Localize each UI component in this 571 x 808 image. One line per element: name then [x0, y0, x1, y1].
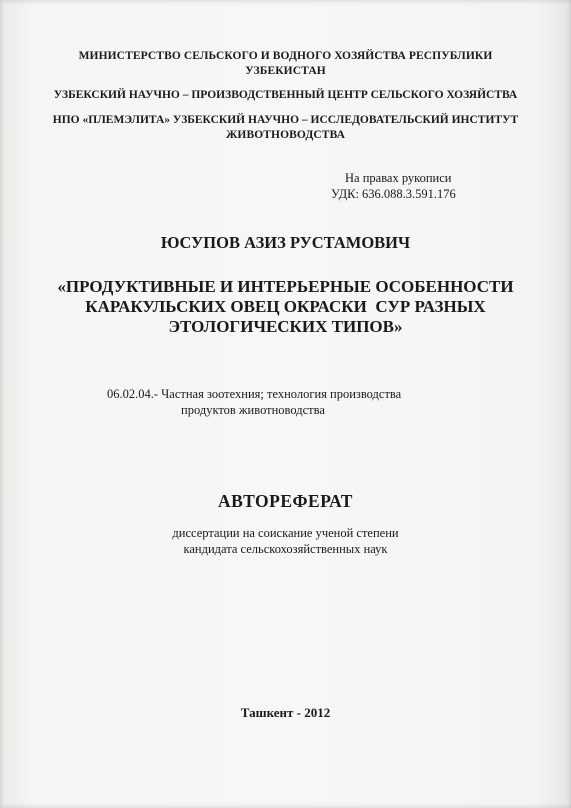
specialty-line-1: 06.02.04.- Частная зоотехния; технология производства: [107, 387, 402, 401]
center-name: УЗБЕКСКИЙ НАУЧНО – ПРОИЗВОДСТВЕННЫЙ ЦЕНТР СЕЛЬСКОГО ХОЗЯЙСТВА: [53, 89, 518, 101]
specialty-line-2: продуктов животноводства: [181, 403, 325, 417]
ministry-line-2: УЗБЕКИСТАН: [245, 65, 326, 77]
ministry-line-1: МИНИСТЕРСТВО СЕЛЬСКОГО И ВОДНОГО ХОЗЯЙСТВА РЕСПУБЛИКИ: [78, 50, 493, 62]
title-line-3: ЭТОЛОГИЧЕСКИХ ТИПОВ»: [168, 317, 403, 336]
udk-code: УДК: 636.088.3.591.176: [331, 187, 456, 201]
institute-line-2: ЖИВОТНОВОДСТВА: [225, 129, 346, 141]
doc-type: АВТОРЕФЕРАТ: [218, 491, 353, 511]
institute-line-1: НПО «ПЛЕМЭЛИТА» УЗБЕКСКИЙ НАУЧНО – ИССЛЕДОВАТЕЛЬСКИЙ ИНСТИТУТ: [52, 114, 519, 126]
manuscript-rights: На правах рукописи: [345, 171, 452, 185]
title-line-2: КАРАКУЛЬСКИХ ОВЕЦ ОКРАСКИ СУР РАЗНЫХ: [85, 297, 486, 316]
city-year: Ташкент - 2012: [240, 705, 331, 720]
degree-line-1: диссертации на соискание ученой степени: [172, 526, 399, 540]
author-name: ЮСУПОВ АЗИЗ РУСТАМОВИЧ: [160, 233, 411, 252]
degree-line-2: кандидата сельскохозяйственных наук: [183, 542, 388, 556]
title-line-1: «ПРОДУКТИВНЫЕ И ИНТЕРЬЕРНЫЕ ОСОБЕННОСТИ: [57, 277, 514, 296]
